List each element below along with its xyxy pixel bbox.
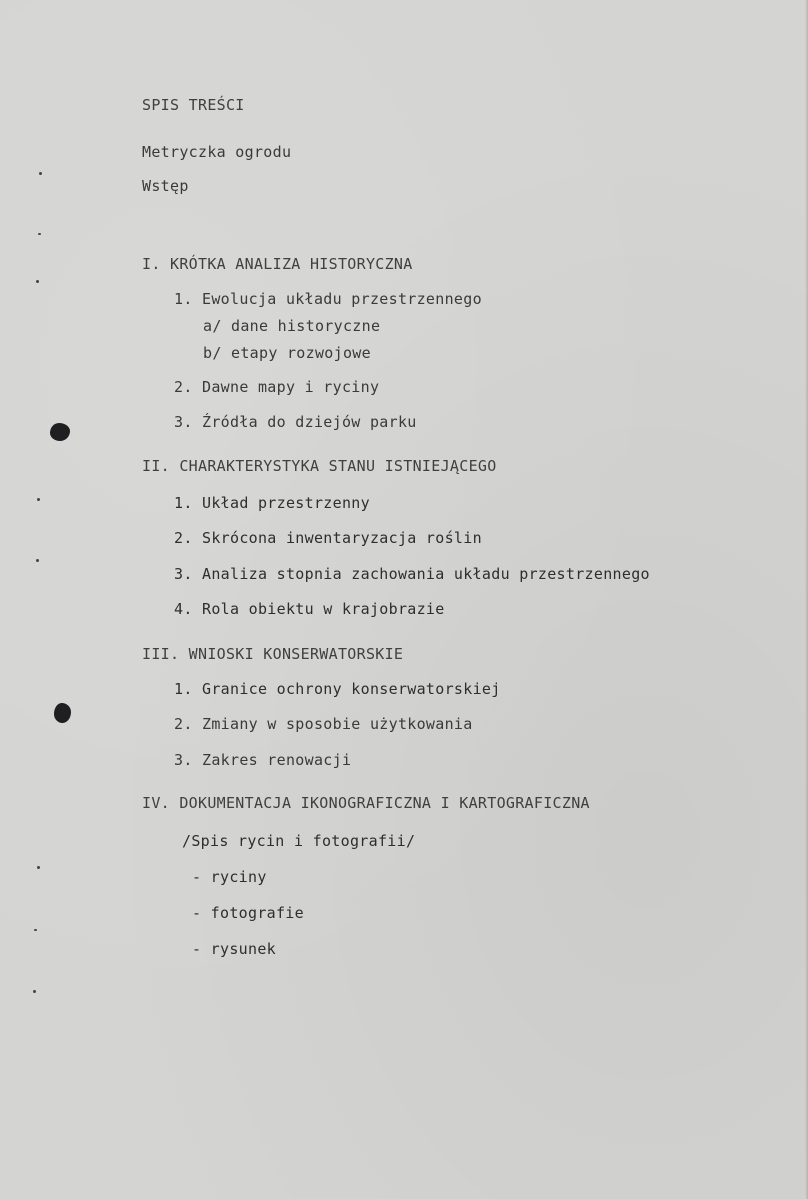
page-title: SPIS TREŚCI xyxy=(142,96,245,114)
toc-item: 2. Skrócona inwentaryzacja roślin xyxy=(174,529,482,547)
toc-item: 3. Źródła do dziejów parku xyxy=(174,413,417,431)
toc-item: 2. Zmiany w sposobie użytkowania xyxy=(174,715,473,733)
speck xyxy=(38,233,41,235)
speck xyxy=(37,866,40,869)
toc-item: - ryciny xyxy=(192,868,267,886)
toc-item: 1. Ewolucja układu przestrzennego xyxy=(174,290,482,308)
speck xyxy=(36,559,39,562)
toc-item: 1. Układ przestrzenny xyxy=(174,494,370,512)
punch-hole-mark-top xyxy=(50,423,70,441)
toc-item: 1. Granice ochrony konserwatorskiej xyxy=(174,680,501,698)
toc-item: 4. Rola obiektu w krajobrazie xyxy=(174,600,445,618)
section-heading-3: III. WNIOSKI KONSERWATORSKIE xyxy=(142,645,404,663)
section-heading-1: I. KRÓTKA ANALIZA HISTORYCZNA xyxy=(142,255,413,273)
toc-item: 3. Zakres renowacji xyxy=(174,751,352,769)
speck xyxy=(36,280,39,283)
intro-item-wstep: Wstęp xyxy=(142,177,189,195)
section-heading-2: II. CHARAKTERYSTYKA STANU ISTNIEJĄCEGO xyxy=(142,457,497,475)
toc-item: - fotografie xyxy=(192,904,304,922)
toc-item: - rysunek xyxy=(192,940,276,958)
toc-subitem: a/ dane historyczne xyxy=(203,317,381,335)
toc-item: 2. Dawne mapy i ryciny xyxy=(174,378,380,396)
punch-hole-mark-bottom xyxy=(54,703,71,723)
speck xyxy=(39,172,42,175)
intro-item-metryczka: Metryczka ogrodu xyxy=(142,143,292,161)
toc-item: /Spis rycin i fotografii/ xyxy=(182,832,416,850)
speck xyxy=(33,990,36,993)
speck xyxy=(34,929,37,931)
toc-subitem: b/ etapy rozwojowe xyxy=(203,344,371,362)
speck xyxy=(37,498,40,501)
section-heading-4: IV. DOKUMENTACJA IKONOGRAFICZNA I KARTOGRAFICZNA xyxy=(142,794,590,812)
toc-item: 3. Analiza stopnia zachowania układu przestrzennego xyxy=(174,565,650,583)
